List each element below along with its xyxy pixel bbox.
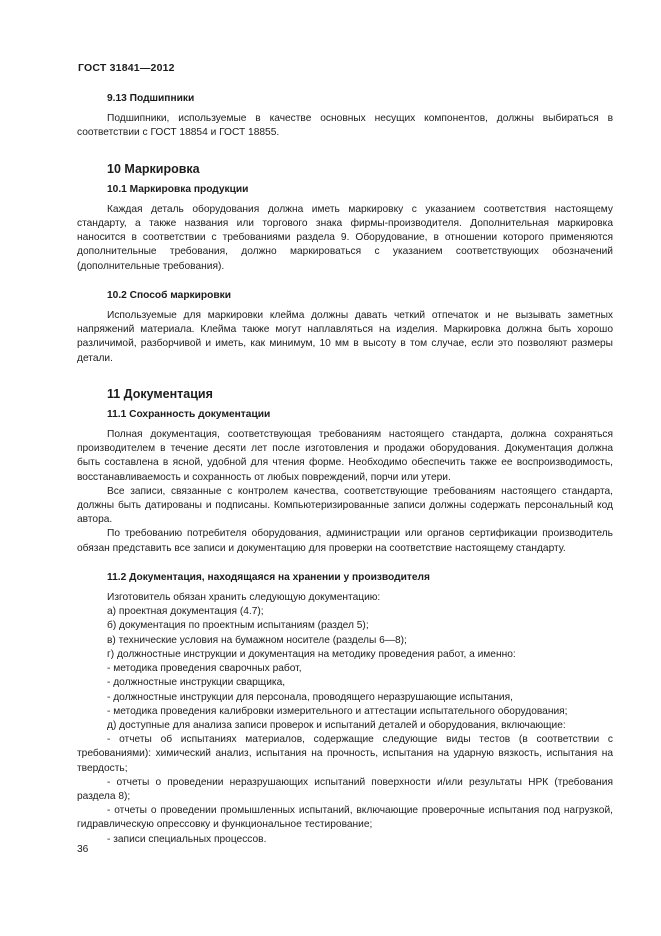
list-item: - методика проведения сварочных работ, [107, 663, 302, 675]
page-number: 36 [77, 844, 89, 855]
section-9-13-paragraph: Подшипники, используемые в качестве основных несущих компонентов, должны выбираться в соответствии с ГОСТ 18854 и ГОСТ 18855. [77, 113, 613, 139]
section-11-2-heading: 11.2 Документация, находящаяся на хранении у производителя [107, 571, 430, 583]
list-item: д) доступные для анализа записи проверок и испытаний деталей и оборудования, включающие: [107, 719, 566, 731]
section-9-13-heading: 9.13 Подшипники [107, 93, 195, 104]
document-header: ГОСТ 31841—2012 [78, 62, 175, 74]
list-item: б) документация по проектным испытаниям (раздел 5); [107, 620, 369, 632]
section-11-1-paragraph-3: По требованию потребителя оборудования, администрации или органов сертификации производитель обязан представить все записи и документацию для проверки на соответствие настоящему стандарту. [77, 528, 613, 554]
section-10-heading: 10 Маркировка [107, 161, 200, 176]
list-item-material-tests: - отчеты об испытаниях материалов, содержащие следующие виды тестов (в соответствии с требованиями): химический анализ, испытания на прочность, испытания на ударную вязкость, испытания на твердость; [77, 734, 613, 774]
list-item: а) проектная документация (4.7); [107, 606, 264, 618]
section-10-1-heading: 10.1 Маркировка продукции [107, 183, 249, 195]
list-item: - методика проведения калибровки измерительного и аттестации испытательного оборудования; [107, 705, 568, 717]
page-content [77, 92, 613, 847]
list-item-industrial-tests: - отчеты о проведении промышленных испытаний, включающие проверочные испытания под нагрузкой, гидравлическую опрессовку и функциональное тестирование; [77, 805, 613, 831]
list-item-special-processes: - записи специальных процессов. [107, 833, 267, 845]
list-item-ndt-reports: - отчеты о проведении неразрушающих испытаний поверхности и/или результаты НРК (требования раздела 8); [77, 776, 613, 802]
section-10-2-heading: 10.2 Способ маркировки [107, 289, 231, 301]
section-11-1-paragraph-2: Все записи, связанные с контролем качества, соответствующие требованиям настоящего стандарта, должны быть датированы и подписаны. Компьютеризированные записи должны содержать персональный код автора. [77, 485, 613, 526]
section-10-2-paragraph: Используемые для маркировки клейма должны давать четкий отпечаток и не вызывать заметных напряжений материала. Клейма также могут наплавляться на изделия. Маркировка должна быть хорошо различимой, разборчивой и иметь, как минимум, 10 мм в высоту в том случае, если это позволяют размеры детали. [77, 310, 613, 364]
list-line: Изготовитель обязан хранить следующую документацию: [107, 592, 381, 604]
list-item: - должностные инструкции сварщика, [107, 677, 286, 689]
list-item: в) технические условия на бумажном носителе (разделы 6—8); [107, 634, 407, 646]
section-11-heading: 11 Документация [107, 386, 213, 401]
section-11-1-heading: 11.1 Сохранность документации [107, 408, 271, 420]
list-item: - должностные инструкции для персонала, проводящего неразрушающие испытания, [107, 691, 513, 703]
section-10-1-paragraph: Каждая деталь оборудования должна иметь маркировку с указанием соответствия настоящему стандарту, а также названия или торгового знака фирмы-производителя. Дополнительная маркировка наносится в соответствии с требованиями раздела 9. Оборудование, в отношении которого применяются дополнительные требования, должно маркироваться с указанием соответствующих обозначений (дополнительные требования). [77, 203, 613, 272]
section-11-1-paragraph-1: Полная документация, соответствующая требованиям настоящего стандарта, должна сохраняться производителем в течение десяти лет после изготовления и продажи оборудования. Документация должна быть составлена в ясной, удобной для чтения форме. Необходимо обеспечить также ее воспроизводимость, восстанавливаемость и сохранность от любых повреждений, порчи или утери. [77, 429, 613, 483]
list-item: г) должностные инструкции и документация на методику проведения работ, а именно: [107, 648, 516, 660]
